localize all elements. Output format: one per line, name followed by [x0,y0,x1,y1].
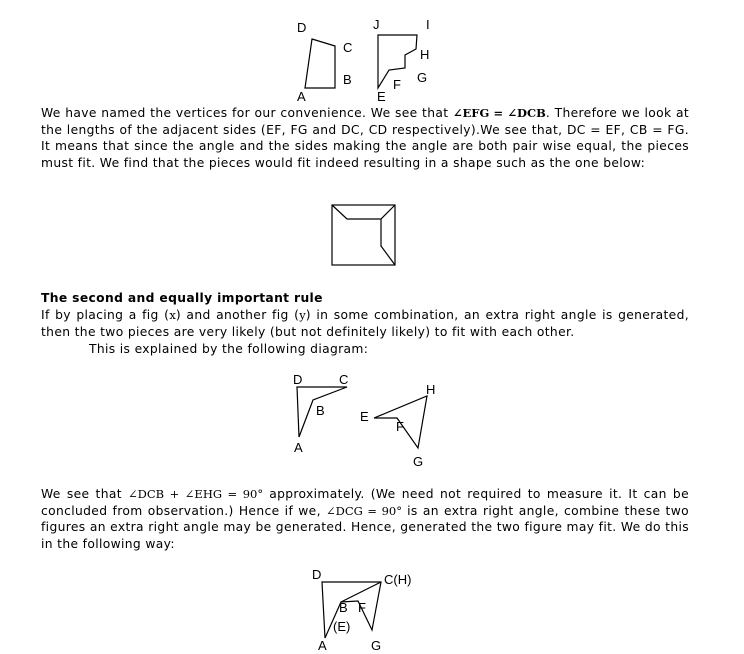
label-b-2: B [316,403,325,418]
label-f: F [393,77,401,92]
label-d: D [297,20,307,35]
paragraph-diagram-intro: This is explained by the following diagram: [89,342,369,356]
paragraph-combination: We see that ∠DCB + ∠EHG = 90° approximately. (We need not required to measure it. It can be concluded from observation.) Hence if we, ∠DCG = 90° is an extra right angle, combine these two figures an extra right angle may be generated. Hence, generated the two figure may fit. We do this in the following way: [41,487,689,551]
label-b-3: B [339,600,348,615]
combined-angle-outline [322,582,381,638]
label-c-2: C [339,372,349,387]
paragraph-second-rule: If by placing a fig (x) and another fig (y) in some combination, an extra right angle is generated, then the two pieces are very likely (but not definitely likely) to fit with each other. [41,308,690,339]
label-d-3: D [312,567,322,582]
math-angle-equality: ∠EFG = ∠DCB [452,106,546,120]
label-e-2: E [360,409,369,424]
paragraph-first-rule: We have named the vertices for our convenience. We see that ∠EFG = ∠DCB. Therefore we look at the lengths of the adjacent sides (EF, FG and DC, CD respectively).We see that, DC = EF, CB = FG. It means that since the angle and the sides making the angle are both pair wise equal, the pieces must fit. We find that the pieces would fit indeed resulting in a shape such as the one below: [41,106,690,170]
label-f-3: F [358,600,366,615]
label-a-3: A [318,638,327,653]
label-c: C [343,40,353,55]
label-a: A [297,89,306,104]
label-i: I [426,17,430,32]
label-h-2: H [426,382,436,397]
label-f-2: F [396,419,404,434]
label-g: G [417,70,428,85]
label-g-3: G [371,638,382,653]
label-j: J [373,17,380,32]
label-e-3: (E) [333,619,351,634]
label-b: B [343,72,352,87]
math-right-angle: ∠DCG = 90° [326,503,402,518]
label-ch-3: C(H) [384,572,412,587]
label-h: H [420,47,430,62]
label-a-2: A [294,440,303,455]
label-d-2: D [293,372,303,387]
heading-second-rule: The second and equally important rule [41,291,323,305]
label-g-2: G [413,454,424,469]
math-angle-sum: ∠DCB + ∠EHG = 90° [128,487,264,501]
label-e: E [377,89,386,104]
combined-angle-inner-line [341,582,381,602]
